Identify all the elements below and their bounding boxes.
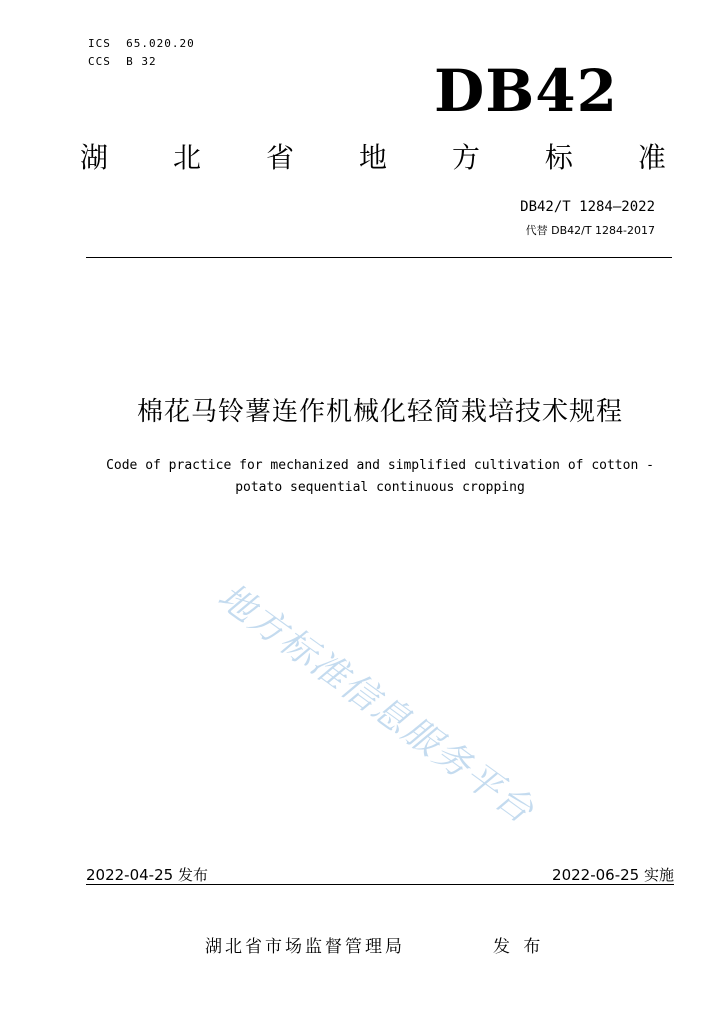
- standard-type-char: 湖: [80, 141, 109, 174]
- replaces-note: 代替 DB42/T 1284-2017: [525, 224, 655, 237]
- issued-label: 发 布: [493, 937, 545, 957]
- standard-type-char: 方: [451, 141, 480, 174]
- footer-divider: [86, 884, 674, 885]
- standard-type-char: 省: [265, 141, 294, 174]
- english-title-line-1: Code of practice for mechanized and simplified cultivation of cotton -: [106, 458, 654, 473]
- ccs-code: CCS B 32: [88, 55, 157, 68]
- document-title-english: [70, 455, 690, 499]
- issuing-authority: 湖北省市场监督管理局: [205, 937, 405, 957]
- standard-number: DB42/T 1284—2022: [520, 199, 655, 215]
- document-title-chinese: 棉花马铃薯连作机械化轻简栽培技术规程: [136, 397, 623, 427]
- issue-date: 2022-04-25 发布: [86, 866, 208, 884]
- header-divider: [86, 257, 672, 258]
- standard-type-char: 标: [544, 141, 573, 174]
- implementation-date: 2022-06-25 实施: [552, 866, 674, 884]
- ics-code: ICS 65.020.20: [88, 37, 195, 50]
- watermark: 地方标准信息服务平台: [210, 575, 542, 833]
- standard-type-char: 北: [172, 141, 201, 174]
- standard-type-title: [80, 138, 666, 178]
- standard-type-char: 地: [358, 141, 387, 174]
- standard-logo: DB42: [433, 57, 618, 125]
- english-title-line-2: potato sequential continuous cropping: [235, 480, 525, 495]
- standard-type-char: 准: [637, 141, 666, 174]
